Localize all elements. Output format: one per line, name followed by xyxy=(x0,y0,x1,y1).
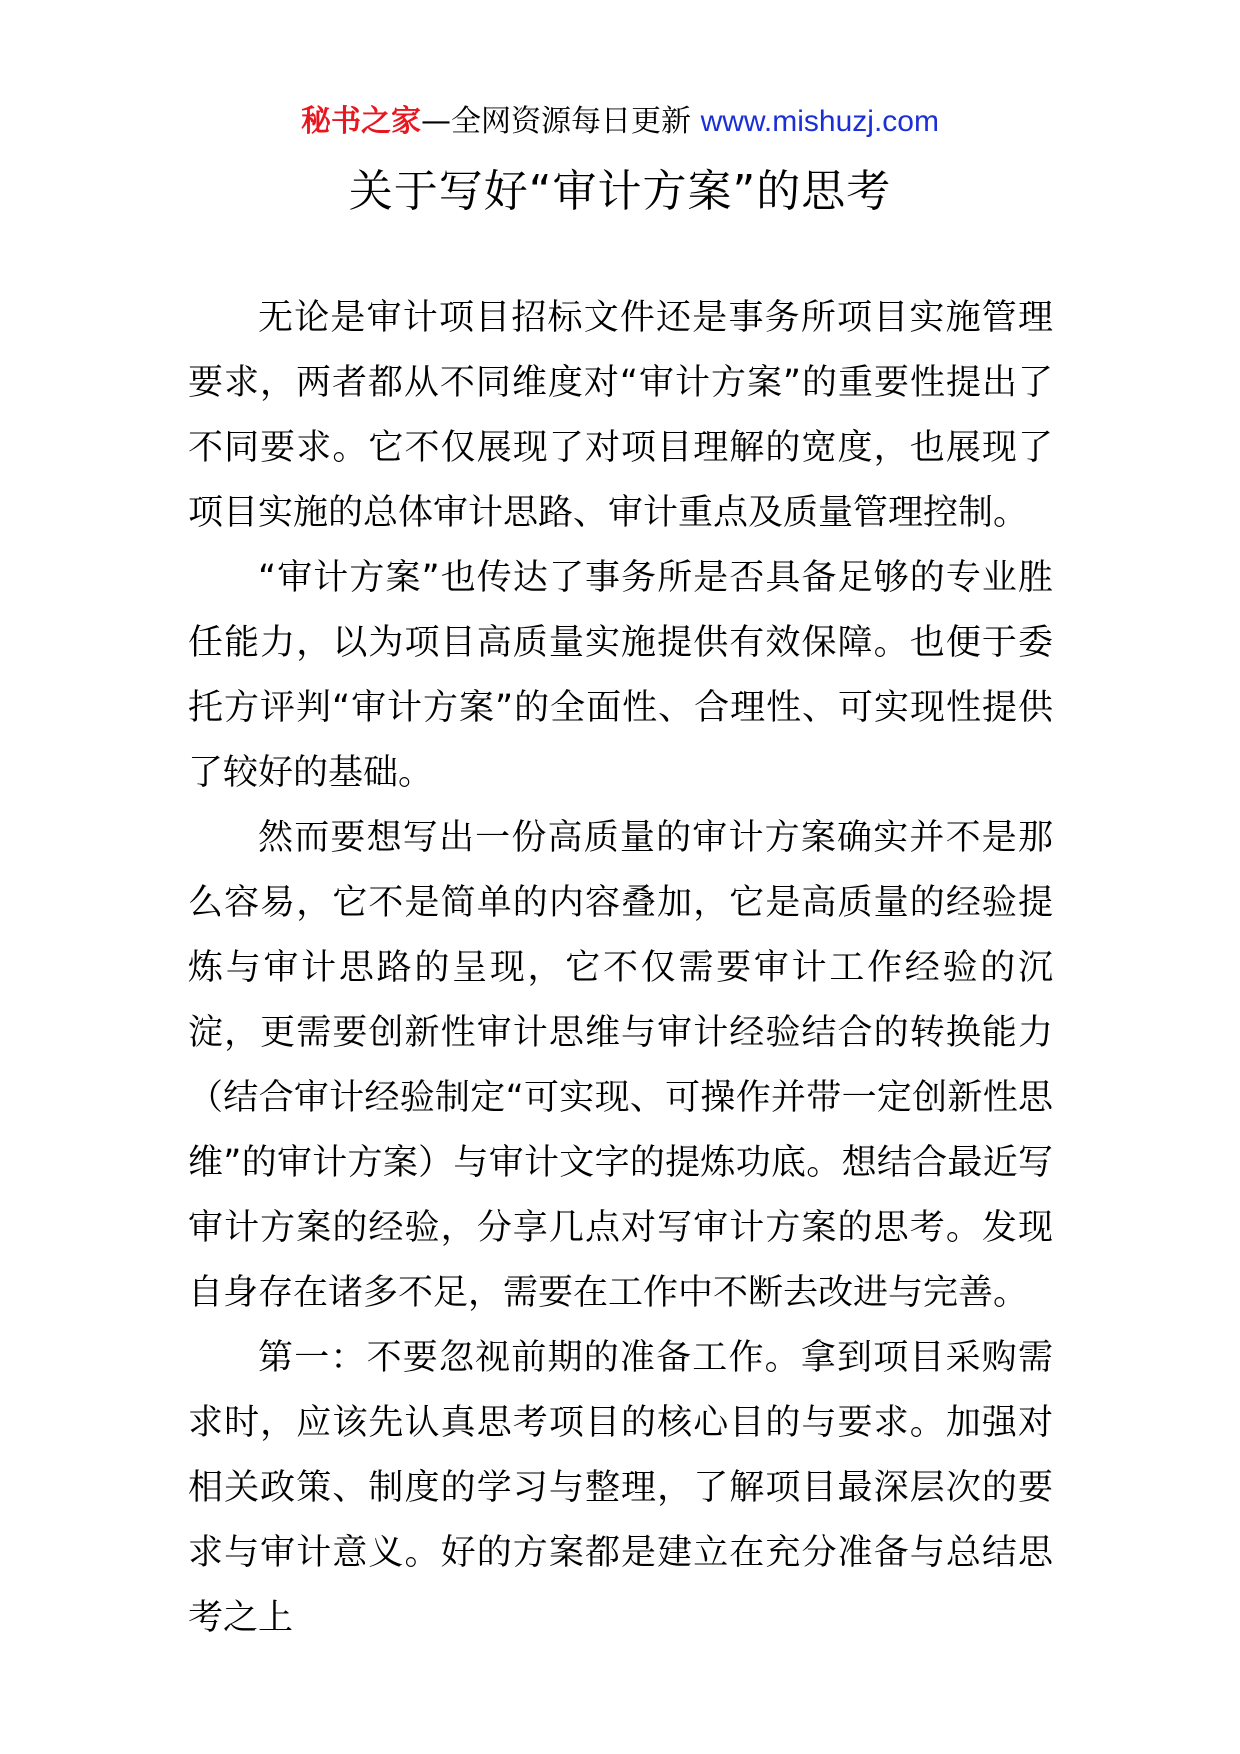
paragraph: 然而要想写出一份高质量的审计方案确实并不是那么容易，它不是简单的内容叠加，它是高质量的经验提炼与审计思路的呈现，它不仅需要审计工作经验的沉淀，更需要创新性审计思维与审计经验结合的转换能力（结合审计经验制定“可实现、可操作并带一定创新性思维”的审计方案）与审计文字的提炼功底。想结合最近写审计方案的经验，分享几点对写审计方案的思考。发现自身存在诸多不足，需要在工作中不断去改进与完善。 xyxy=(188,818,1053,1313)
paragraph: 第一：不要忽视前期的准备工作。拿到项目采购需求时，应该先认真思考项目的核心目的与要求。加强对相关政策、制度的学习与整理，了解项目最深层次的要求与审计意义。好的方案都是建立在充分准备与总结思考之上 xyxy=(188,1338,1053,1638)
site-brand: 秘书之家 xyxy=(301,104,422,139)
site-header xyxy=(0,102,1240,142)
document-title: 关于写好“审计方案”的思考 xyxy=(348,166,892,217)
document-body xyxy=(188,286,1053,1651)
paragraph: “审计方案”也传达了事务所是否具备足够的专业胜任能力，以为项目高质量实施提供有效保障。也便于委托方评判“审计方案”的全面性、合理性、可实现性提供了较好的基础。 xyxy=(188,558,1053,793)
paragraph: 无论是审计项目招标文件还是事务所项目实施管理要求，两者都从不同维度对“审计方案”的重要性提出了不同要求。它不仅展现了对项目理解的宽度，也展现了项目实施的总体审计思路、审计重点及质量管理控制。 xyxy=(188,298,1053,533)
site-url-link[interactable]: www.mishuzj.com xyxy=(700,105,939,138)
site-tagline: —全网资源每日更新 xyxy=(421,104,701,139)
